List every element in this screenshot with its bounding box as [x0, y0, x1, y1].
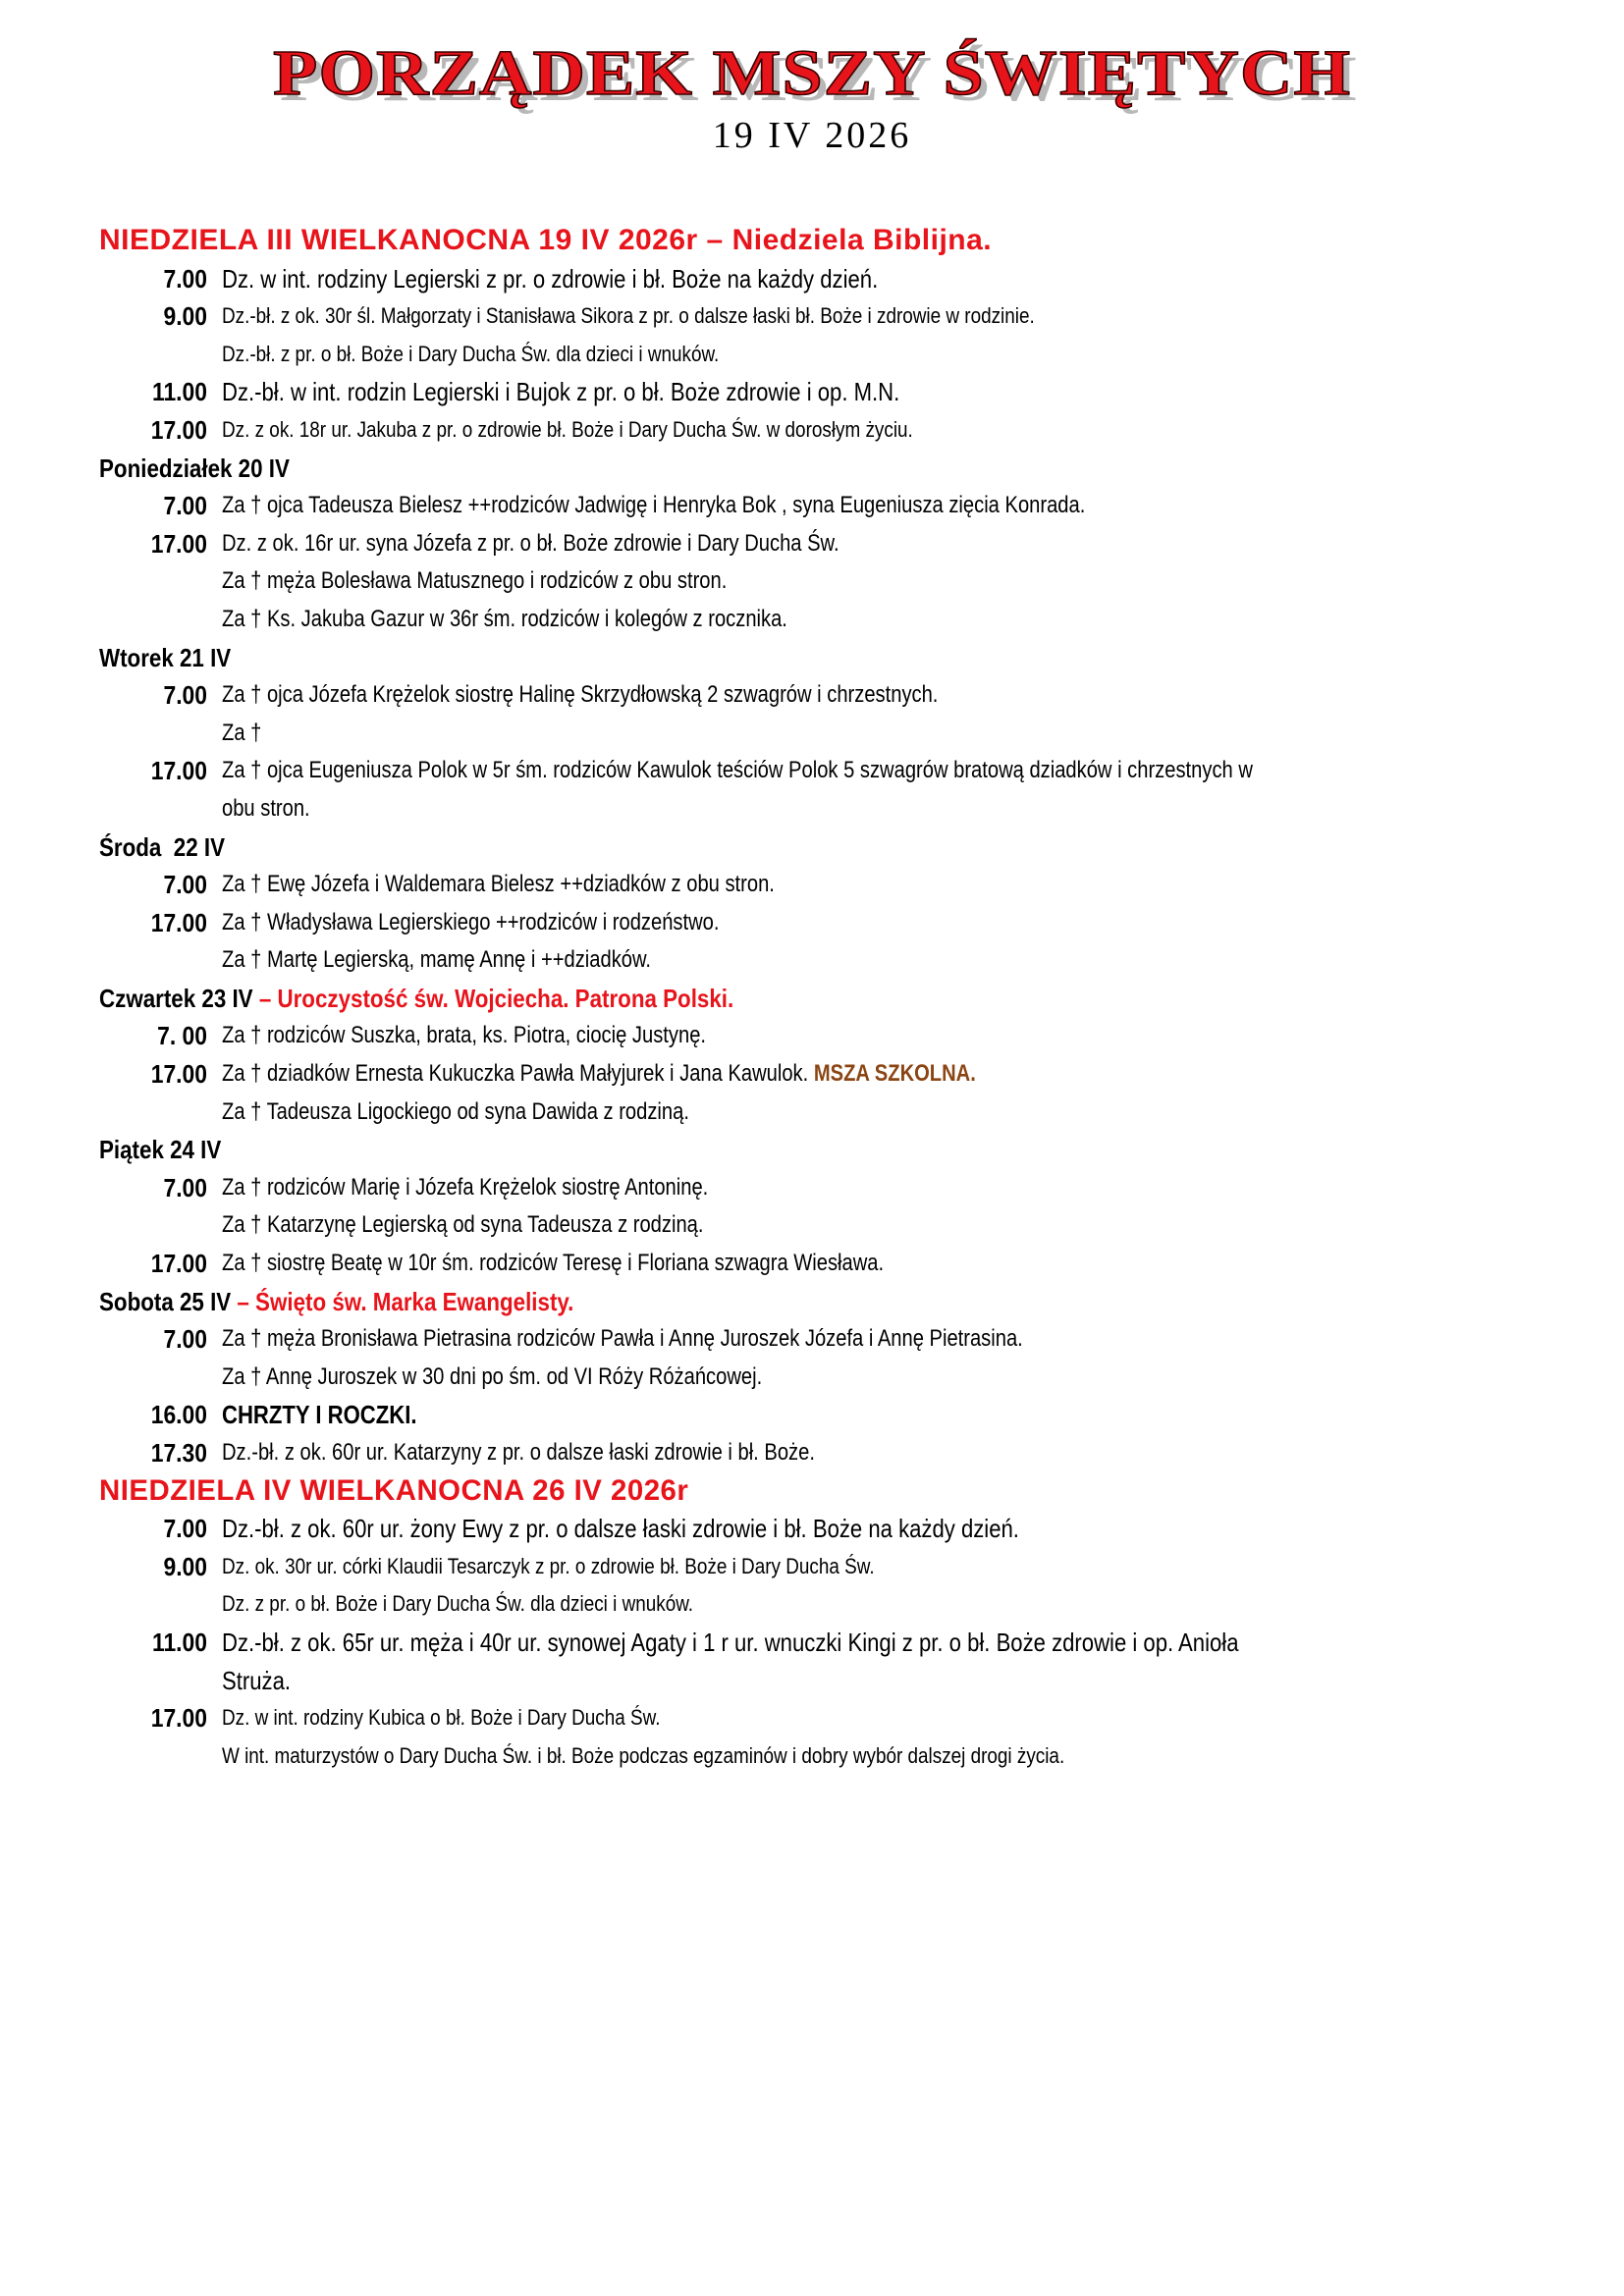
mass-intention: Za † ojca Józefa Krężelok siostrę Halinę Skrzydłowską 2 szwagrów i chrzestnych.	[222, 681, 939, 709]
mass-intention: Za † Katarzynę Legierską od syna Tadeusza z rodziną.	[222, 1211, 704, 1239]
mass-intention: Dz. z pr. o bł. Boże i Dary Ducha Św. dla dzieci i wnuków.	[222, 1591, 694, 1617]
mass-intention: Za † rodziców Marię i Józefa Krężelok siostrę Antoninę.	[222, 1173, 709, 1201]
day-heading	[99, 639, 231, 677]
mass-row	[99, 1434, 1552, 1472]
day-heading-row	[99, 1472, 1552, 1511]
mass-intention: W int. maturzystów o Dary Ducha Św. i bł. Boże podczas egzaminów i dobry wybór dalszej drogi życia.	[222, 1742, 1065, 1768]
mass-time: 11.00	[151, 1627, 207, 1657]
mass-row	[99, 752, 1552, 790]
baptisms-note: CHRZTY I ROCZKI.	[222, 1400, 417, 1430]
mass-row	[99, 1396, 1552, 1434]
mass-row-continued	[99, 941, 1552, 980]
mass-time: 17.00	[150, 1703, 207, 1734]
sunday-heading: NIEDZIELA III WIELKANOCNA 19 IV 2026r – Niedziela Biblijna.	[99, 224, 993, 256]
mass-intention: Za † Ewę Józefa i Waldemara Bielesz ++dziadków z obu stron.	[222, 871, 775, 898]
mass-time: 7. 00	[157, 1021, 207, 1051]
mass-row-continued	[99, 1585, 1552, 1624]
page-date: 19 IV 2026	[712, 115, 912, 156]
mass-row	[99, 1055, 1552, 1094]
mass-time: 7.00	[163, 263, 207, 294]
mass-intention: Dz. w int. rodziny Kubica o bł. Boże i Dary Ducha Św.	[222, 1705, 661, 1731]
mass-intention: Dz.-bł. z ok. 60r ur. Katarzyny z pr. o dalsze łaski zdrowie i bł. Boże.	[222, 1439, 815, 1466]
feast-name: – Uroczystość św. Wojciecha. Patrona Polski.	[252, 983, 734, 1013]
mass-row	[99, 1169, 1552, 1207]
mass-intention: Za † Martę Legierską, mamę Annę i ++dziadków.	[222, 946, 652, 974]
day-heading-row	[99, 450, 1552, 488]
mass-intention: Za † Władysława Legierskiego ++rodziców i rodzeństwo.	[222, 908, 720, 935]
day-name: Czwartek 23 IV	[99, 983, 253, 1013]
mass-row-continued	[99, 715, 1552, 753]
day-heading-row	[99, 828, 1552, 867]
mass-time: 17.00	[150, 756, 207, 786]
mass-intention: Dz. ok. 30r ur. córki Klaudii Tesarczyk z pr. o zdrowie bł. Boże i Dary Ducha Św.	[222, 1553, 875, 1578]
day-heading	[99, 450, 290, 488]
day-heading-row	[99, 1131, 1552, 1169]
mass-row-continued	[99, 1094, 1552, 1132]
mass-time: 7.00	[163, 491, 207, 521]
mass-time: 7.00	[163, 680, 207, 711]
mass-time: 17.00	[150, 528, 207, 559]
mass-row	[99, 297, 1552, 336]
mass-time: 11.00	[151, 377, 207, 407]
day-heading-row	[99, 639, 1552, 677]
day-heading	[99, 1283, 573, 1321]
mass-intention: Dz. z ok. 16r ur. syna Józefa z pr. o bł. Boże zdrowie i Dary Ducha Św.	[222, 529, 839, 557]
mass-intention: Za † dziadków Ernesta Kukuczka Pawła Małyjurek i Jana Kawulok.	[222, 1060, 809, 1088]
mass-intention: obu stron.	[222, 794, 310, 822]
mass-row	[99, 373, 1552, 411]
page-title-wrapper	[0, 39, 1624, 108]
day-heading-row	[99, 222, 1552, 260]
day-heading-row	[99, 980, 1552, 1018]
mass-intention: Za † siostrę Beatę w 10r śm. rodziców Teresę i Floriana szwagra Wiesława.	[222, 1250, 885, 1277]
mass-row-continued	[99, 1737, 1552, 1776]
day-heading	[99, 980, 733, 1018]
mass-row	[99, 1624, 1552, 1662]
mass-row-continued	[99, 1662, 1552, 1700]
mass-row	[99, 676, 1552, 715]
mass-time: 9.00	[163, 301, 207, 332]
mass-intention: Za †	[222, 719, 262, 746]
mass-row	[99, 1245, 1552, 1283]
mass-intention: Za † ojca Eugeniusza Polok w 5r śm. rodziców Kawulok teściów Polok 5 szwagrów bratową dziadków i chrzestnych w	[222, 757, 1253, 784]
mass-intention: Struża.	[222, 1665, 292, 1695]
mass-schedule	[99, 222, 1552, 1775]
mass-intention: Dz. z ok. 18r ur. Jakuba z pr. o zdrowie bł. Boże i Dary Ducha Św. w dorosłym życiu.	[222, 416, 913, 442]
mass-intention: Dz.-bł. z ok. 60r ur. żony Ewy z pr. o dalsze łaski zdrowie i bł. Boże na każdy dzień.	[222, 1514, 1019, 1544]
mass-intention-with-note	[222, 1055, 976, 1094]
mass-intention: Dz.-bł. z pr. o bł. Boże i Dary Ducha Św. dla dzieci i wnuków.	[222, 341, 720, 366]
day-heading-row	[99, 1283, 1552, 1321]
mass-row-continued	[99, 601, 1552, 639]
mass-intention: Za † Ks. Jakuba Gazur w 36r śm. rodziców i kolegów z rocznika.	[222, 605, 787, 632]
mass-row	[99, 525, 1552, 563]
day-heading	[99, 1131, 221, 1169]
day-name: Wtorek 21 IV	[99, 642, 232, 672]
school-mass-note: MSZA SZKOLNA.	[808, 1060, 976, 1088]
mass-time: 7.00	[163, 870, 207, 900]
mass-row	[99, 411, 1552, 450]
mass-intention: Dz.-bł. z ok. 65r ur. męża i 40r ur. synowej Agaty i 1 r ur. wnuczki Kingi z pr. o bł. Boże zdrowie i op. Anioła	[222, 1627, 1239, 1657]
mass-row-continued	[99, 1206, 1552, 1245]
mass-row-continued	[99, 790, 1552, 828]
mass-intention: Za † Annę Juroszek w 30 dni po śm. od VI Róży Różańcowej.	[222, 1362, 763, 1390]
mass-intention: Dz.-bł. w int. rodzin Legierski i Bujok z pr. o bł. Boże zdrowie i op. M.N.	[222, 377, 900, 407]
mass-row	[99, 487, 1552, 525]
mass-intention: Za † męża Bolesława Matusznego i rodziców z obu stron.	[222, 567, 728, 595]
mass-intention: Za † rodziców Suszka, brata, ks. Piotra, ciocię Justynę.	[222, 1022, 707, 1049]
mass-row	[99, 866, 1552, 904]
mass-time: 7.00	[163, 1324, 207, 1355]
mass-row	[99, 1510, 1552, 1548]
day-name: Poniedziałek 20 IV	[99, 453, 290, 483]
mass-time: 7.00	[163, 1172, 207, 1202]
mass-time: 7.00	[163, 1514, 207, 1544]
mass-time: 17.00	[150, 1059, 207, 1090]
day-name: Sobota 25 IV	[99, 1286, 232, 1316]
mass-time: 17.00	[150, 1249, 207, 1279]
mass-row	[99, 1548, 1552, 1586]
day-heading	[99, 828, 225, 867]
mass-intention: Za † ojca Tadeusza Bielesz ++rodziców Jadwigę i Henryka Bok , syna Eugeniusza zięcia Konrada.	[222, 492, 1086, 519]
page-title: PORZĄDEK MSZY ŚWIĘTYCH	[272, 37, 1351, 109]
mass-intention: Za † Tadeusza Ligockiego od syna Dawida z rodziną.	[222, 1097, 689, 1125]
feast-name: – Święto św. Marka Ewangelisty.	[231, 1286, 574, 1316]
mass-row	[99, 1320, 1552, 1359]
mass-time: 17.00	[150, 414, 207, 445]
day-name: Piątek 24 IV	[99, 1135, 222, 1165]
mass-row-continued	[99, 562, 1552, 601]
mass-time: 17.30	[150, 1438, 207, 1468]
mass-intention: Za † męża Bronisława Pietrasina rodziców Pawła i Annę Juroszek Józefa i Annę Pietrasina.	[222, 1325, 1023, 1353]
mass-row	[99, 260, 1552, 298]
mass-row	[99, 904, 1552, 942]
mass-intention: Dz. w int. rodziny Legierski z pr. o zdrowie i bł. Boże na każdy dzień.	[222, 263, 879, 294]
mass-row	[99, 1017, 1552, 1055]
mass-time: 17.00	[150, 907, 207, 937]
mass-time: 16.00	[150, 1400, 207, 1430]
day-name: Środa 22 IV	[99, 831, 226, 862]
mass-intention: Dz.-bł. z ok. 30r śl. Małgorzaty i Stanisława Sikora z pr. o dalsze łaski bł. Boże i zdrowie w rodzinie.	[222, 303, 1035, 329]
mass-row	[99, 1699, 1552, 1737]
mass-time: 9.00	[163, 1551, 207, 1581]
sunday-heading: NIEDZIELA IV WIELKANOCNA 26 IV 2026r	[99, 1473, 689, 1507]
mass-row-continued	[99, 1359, 1552, 1397]
mass-row-continued	[99, 336, 1552, 374]
